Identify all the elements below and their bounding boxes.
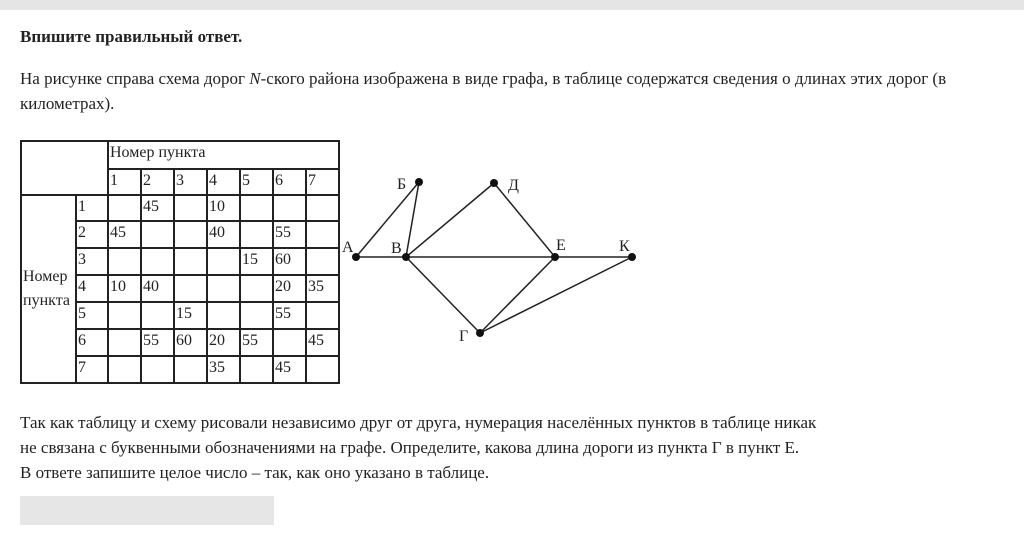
distance-cell: 45 [141,195,174,221]
distance-cell [306,195,339,221]
distance-cell: 15 [174,302,207,329]
road-edge-V-D [406,183,494,257]
intro-district-letter: N [249,69,261,88]
question-line-2: не связана с буквенными обозначениями на графе. Определите, какова длина дороги из пункта Г в пункт Е. [20,438,800,457]
graph-node-D [490,179,498,187]
row-number-2: 2 [76,221,108,248]
column-number-4: 4 [207,169,240,195]
distance-cell: 35 [306,275,339,302]
distance-cell [174,221,207,248]
row-number-6: 6 [76,329,108,356]
distance-cell: 45 [273,356,306,383]
graph-node-label-K: К [619,238,630,255]
distance-cell: 20 [273,275,306,302]
distance-cell: 35 [207,356,240,383]
column-number-6: 6 [273,169,306,195]
row-number-3: 3 [76,248,108,275]
distance-table [20,140,340,384]
intro-text-end: -ского района изображена в виде графа, в таблице содержатся сведения о длинах этих дорог (в километрах). [20,69,947,113]
road-edge-G-E [480,257,555,333]
distance-cell: 55 [273,221,306,248]
distance-cell: 55 [273,302,306,329]
distance-cell [141,356,174,383]
distance-cell [174,248,207,275]
distance-cell [306,356,339,383]
graph-node-label-V: В [391,240,402,257]
graph-node-label-B: Б [397,176,407,193]
graph-node-label-D: Д [508,177,519,194]
distance-cell [240,302,273,329]
distance-cell [108,195,141,221]
distance-cell: 45 [306,329,339,356]
column-number-3: 3 [174,169,207,195]
task-intro [20,66,1010,116]
distance-cell [174,195,207,221]
row-number-1: 1 [76,195,108,221]
task-instruction: Впишите правильный ответ. [20,27,243,46]
answer-input[interactable] [20,496,274,525]
intro-text-start: На рисунке справа схема дорог [20,69,250,88]
road-edge-D-E [494,183,555,257]
distance-cell: 10 [207,195,240,221]
road-edge-G-K [480,257,632,333]
row-number-7: 7 [76,356,108,383]
distance-cell [306,302,339,329]
distance-cell [141,248,174,275]
distance-cell [207,275,240,302]
distance-cell [108,248,141,275]
graph-node-E [551,253,559,261]
distance-cell: 45 [108,221,141,248]
distance-cell: 15 [240,248,273,275]
top-bar [0,0,1024,10]
distance-cell [273,329,306,356]
distance-cell [108,302,141,329]
distance-cell [273,195,306,221]
table-column-header: Номер пункта [108,141,339,169]
distance-cell: 60 [174,329,207,356]
distance-cell [141,221,174,248]
distance-cell [108,356,141,383]
distance-cell [306,221,339,248]
graph-node-label-G: Г [459,328,469,345]
column-number-2: 2 [141,169,174,195]
distance-cell: 10 [108,275,141,302]
graph-node-B [415,178,423,186]
distance-cell [240,356,273,383]
column-number-1: 1 [108,169,141,195]
question-line-3: В ответе запишите целое число – так, как оно указано в таблице. [20,463,490,482]
road-edge-V-G [406,257,480,333]
distance-cell [240,195,273,221]
distance-cell: 40 [207,221,240,248]
question-line-1: Так как таблицу и схему рисовали независимо друг от друга, нумерация населённых пунктов в таблице никак [20,413,817,432]
distance-cell [240,221,273,248]
distance-cell [174,275,207,302]
column-number-5: 5 [240,169,273,195]
distance-cell [207,302,240,329]
distance-cell: 55 [141,329,174,356]
distance-cell: 40 [141,275,174,302]
column-number-7: 7 [306,169,339,195]
distance-cell [306,248,339,275]
graph-node-label-E: Е [556,237,566,254]
table-row [21,195,339,221]
table-row-header: Номер пункта [21,195,76,383]
row-number-5: 5 [76,302,108,329]
table-corner-cell [21,141,108,195]
road-edge-A-B [356,182,419,257]
row-number-4: 4 [76,275,108,302]
distance-cell [108,329,141,356]
road-edge-B-V [406,182,419,257]
graph-node-G [476,329,484,337]
graph-node-V [402,253,410,261]
distance-cell [141,302,174,329]
question-text [20,410,920,485]
distance-cell: 55 [240,329,273,356]
distance-cell: 20 [207,329,240,356]
graph-node-label-A: А [342,239,354,256]
distance-cell [240,275,273,302]
distance-cell [174,356,207,383]
distance-cell: 60 [273,248,306,275]
distance-cell [207,248,240,275]
road-graph [340,168,660,353]
